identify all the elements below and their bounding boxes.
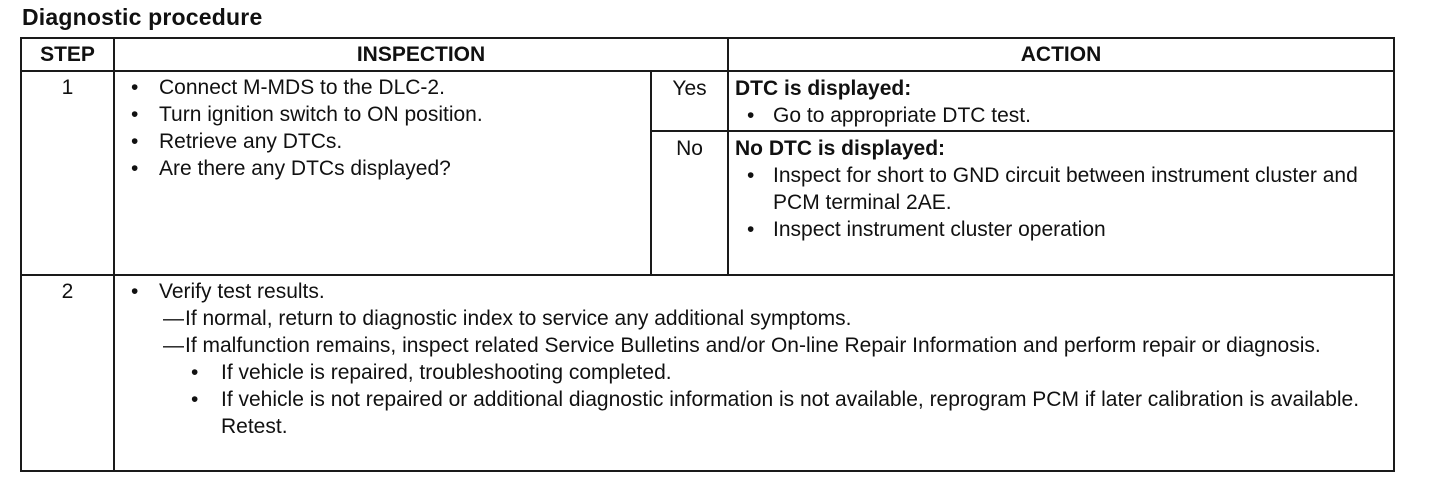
list-item: • Retrieve any DTCs. — [129, 128, 640, 155]
list-item: • Connect M-MDS to the DLC-2. — [129, 74, 640, 101]
step1-inspection-list — [129, 74, 640, 182]
no-action-list — [735, 162, 1385, 243]
list-item: • Turn ignition switch to ON position. — [129, 101, 640, 128]
step2-dash-item — [129, 332, 1383, 359]
dash-mark: — — [163, 307, 184, 330]
diagnostic-table-wrapper — [20, 37, 1393, 472]
step2-sub-bullet: • If vehicle is not repaired or additional diagnostic information is not available, reprogram PCM if later calibration is available. Retest. — [129, 386, 1383, 440]
list-item: • Inspect instrument cluster operation — [735, 216, 1385, 243]
page-title: Diagnostic procedure — [22, 4, 263, 30]
header-inspection: INSPECTION — [114, 38, 728, 71]
step2-dash-item — [129, 305, 1383, 332]
step2-list — [129, 278, 1383, 305]
no-action — [728, 131, 1394, 275]
yes-action-heading: DTC is displayed: — [735, 77, 912, 100]
step1-yes-row — [21, 71, 1394, 131]
header-row — [21, 38, 1394, 71]
no-label: No — [651, 131, 728, 275]
list-item: • Verify test results. — [129, 278, 1383, 305]
yes-label: Yes — [651, 71, 728, 131]
list-item: • Are there any DTCs displayed? — [129, 155, 640, 182]
dash-text: If normal, return to diagnostic index to service any additional symptoms. — [185, 307, 852, 330]
no-action-heading: No DTC is displayed: — [735, 137, 946, 160]
step2-sub-bullet: • If vehicle is repaired, troubleshooting completed. — [129, 359, 1383, 386]
step2-number: 2 — [21, 275, 114, 471]
yes-action — [728, 71, 1394, 131]
yes-action-list — [735, 102, 1385, 129]
header-action: ACTION — [728, 38, 1394, 71]
step1-inspection — [114, 71, 651, 275]
step2-inspection — [114, 275, 1394, 471]
diagnostic-table — [20, 37, 1395, 472]
list-item: • Inspect for short to GND circuit between instrument cluster and PCM terminal 2AE. — [735, 162, 1385, 216]
header-step: STEP — [21, 38, 114, 71]
step1-number: 1 — [21, 71, 114, 275]
dash-mark: — — [163, 334, 184, 357]
dash-text: If malfunction remains, inspect related Service Bulletins and/or On-line Repair Information and perform repair or diagnosis. — [185, 334, 1321, 357]
list-item: • Go to appropriate DTC test. — [735, 102, 1385, 129]
step2-row — [21, 275, 1394, 471]
